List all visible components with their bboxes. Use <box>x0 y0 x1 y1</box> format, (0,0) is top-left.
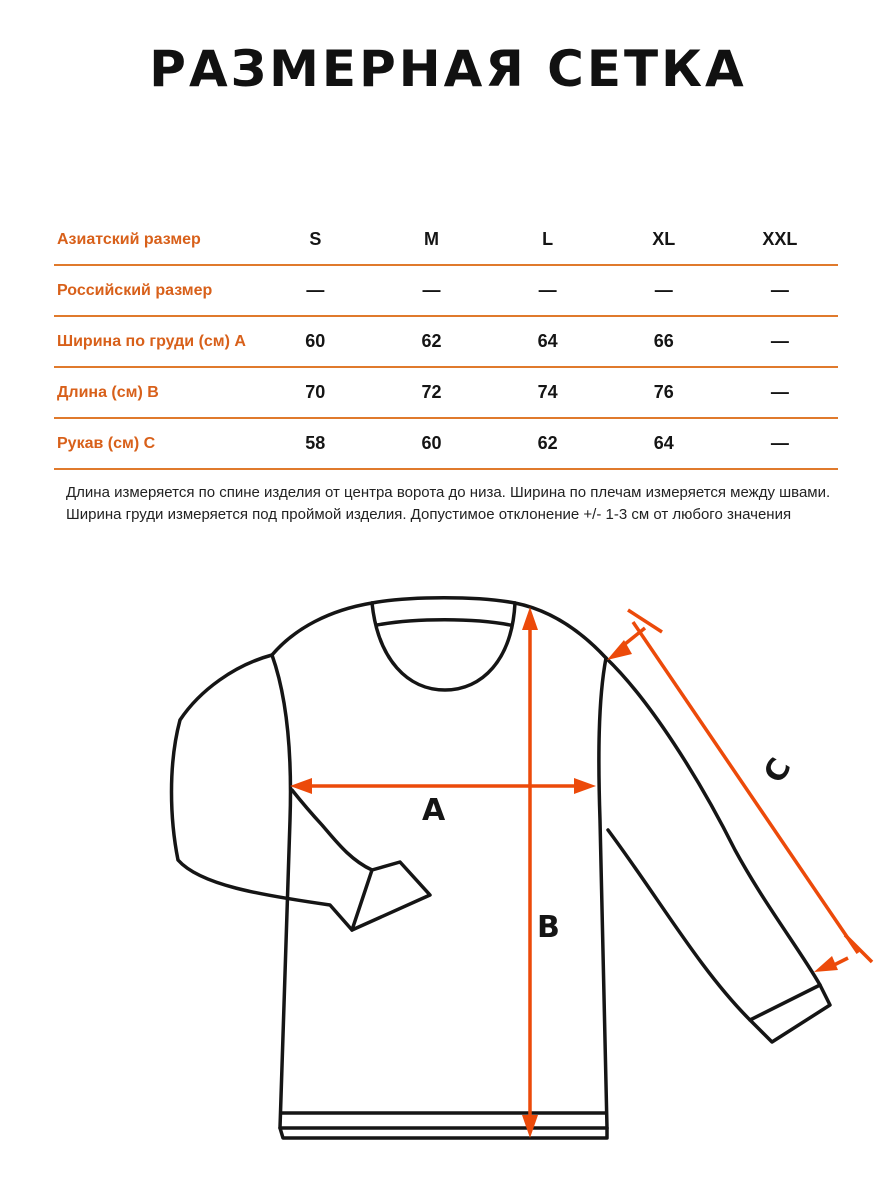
size-table <box>54 215 838 470</box>
measure-b <box>522 607 560 1138</box>
label-c: C <box>757 752 799 789</box>
measure-a <box>290 778 596 828</box>
table-cell: — <box>722 265 838 316</box>
table-cell: — <box>606 265 722 316</box>
table-row-asian-size <box>54 215 838 265</box>
table-row-russian-size <box>54 265 838 316</box>
table-row-length <box>54 367 838 418</box>
table-cell: XXL <box>722 215 838 265</box>
table-cell: S <box>257 215 373 265</box>
table-cell: 66 <box>606 316 722 367</box>
measurement-note: Длина измеряется по спине изделия от центра ворота до низа. Ширина по плечам измеряется между швами. Ширина груди измеряется под проймой изделия. Допустимое отклонение +/- 1-3 см от любого значения <box>66 484 831 523</box>
label-b: B <box>537 910 560 945</box>
table-cell: 72 <box>373 367 489 418</box>
table-cell: — <box>373 265 489 316</box>
sweatshirt-diagram <box>0 560 896 1195</box>
table-row-sleeve <box>54 418 838 469</box>
table-cell: 62 <box>373 316 489 367</box>
row-label: Рукав (см) С <box>54 418 257 469</box>
row-label: Азиатский размер <box>54 215 257 265</box>
measure-c <box>607 610 872 972</box>
table-cell: — <box>257 265 373 316</box>
row-label: Ширина по груди (см) А <box>54 316 257 367</box>
table-cell: 60 <box>257 316 373 367</box>
table-cell: 76 <box>606 367 722 418</box>
table-cell: XL <box>606 215 722 265</box>
table-cell: 62 <box>490 418 606 469</box>
table-cell: L <box>490 215 606 265</box>
table-cell: 60 <box>373 418 489 469</box>
row-label: Длина (см) В <box>54 367 257 418</box>
sweatshirt-outline <box>172 598 831 1138</box>
label-a: A <box>422 793 446 828</box>
hem-band <box>280 1113 607 1138</box>
left-sleeve <box>172 655 373 930</box>
table-cell: — <box>490 265 606 316</box>
table-cell: 64 <box>490 316 606 367</box>
table-row-chest-width <box>54 316 838 367</box>
table-cell: — <box>722 316 838 367</box>
row-label: Российский размер <box>54 265 257 316</box>
collar-outer <box>372 603 515 690</box>
table-cell: 70 <box>257 367 373 418</box>
table-cell: — <box>722 418 838 469</box>
table-cell: 58 <box>257 418 373 469</box>
table-cell: — <box>722 367 838 418</box>
collar-band <box>372 598 515 625</box>
page-title: РАЗМЕРНАЯ СЕТКА <box>149 40 747 98</box>
table-cell: 64 <box>606 418 722 469</box>
right-sleeve <box>606 658 820 1020</box>
garment-body <box>272 603 607 1128</box>
table-cell: M <box>373 215 489 265</box>
table-cell: 74 <box>490 367 606 418</box>
